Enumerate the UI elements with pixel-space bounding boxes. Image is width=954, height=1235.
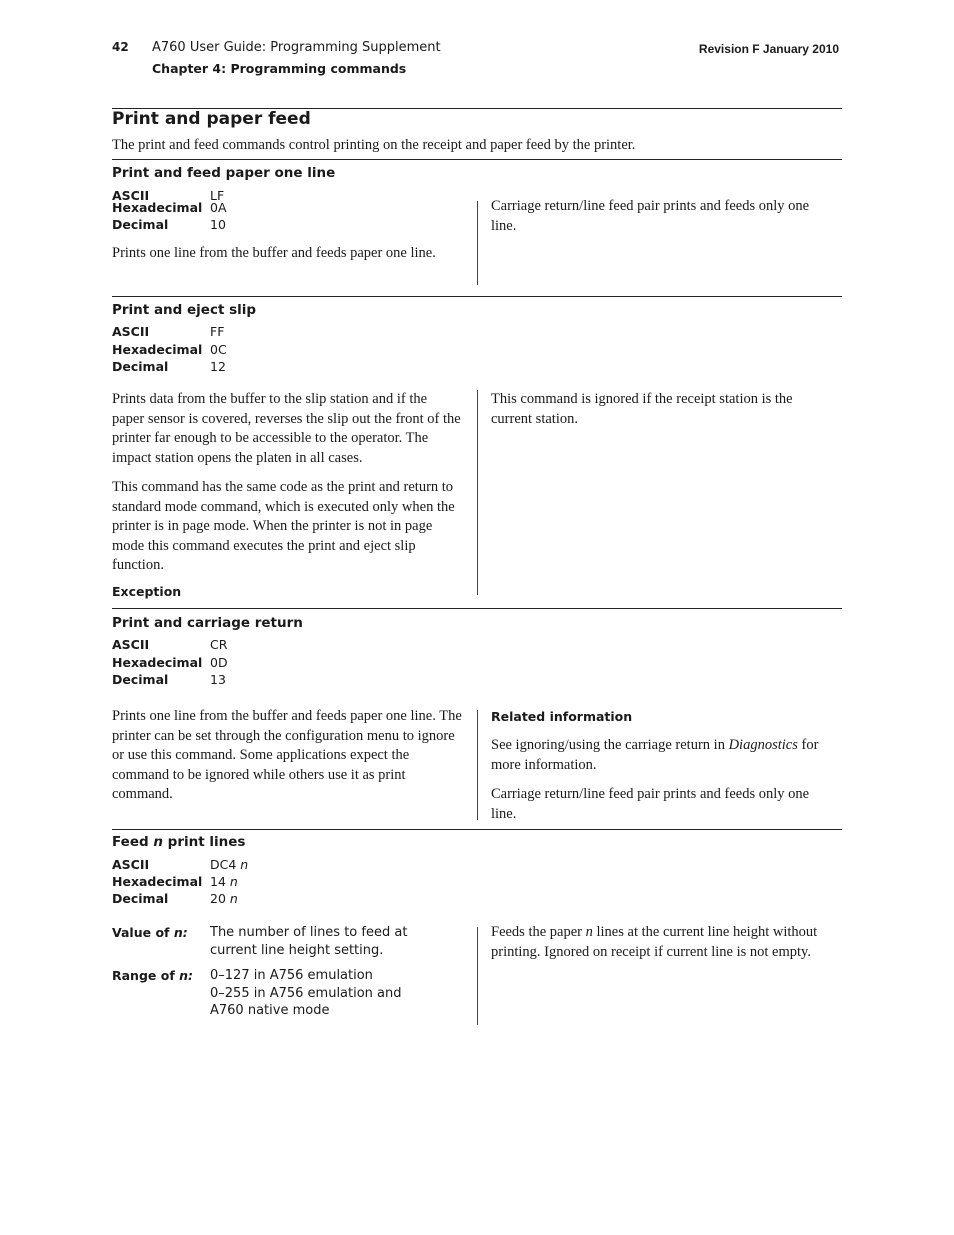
ascii-label: ASCII: [112, 637, 150, 652]
column-divider: [477, 710, 478, 820]
command-note: Carriage return/line feed pair prints and feeds only one line.: [491, 786, 810, 822]
command-title: Print and eject slip: [112, 302, 257, 318]
hex-label: Hexadecimal: [112, 655, 203, 670]
command-note: This command is ignored if the receipt station is the current station.: [491, 391, 793, 427]
decimal-label: Decimal: [112, 359, 169, 374]
exception-label: Exception: [112, 584, 182, 599]
command-note: Carriage return/line feed pair prints and feeds only one line.: [491, 198, 810, 234]
ascii-label: ASCII: [112, 188, 150, 203]
description-paragraph: Prints data from the buffer to the slip station and if the paper sensor is covered, reverses the slip out the front of the printer far enough to be accessible to the operator. The impact station opens the platen in all cases.: [112, 391, 461, 466]
description-paragraph: This command has the same code as the print and return to standard mode command, which is executed only when the printer is in page mode. When the printer is not in page mode this command executes the print and eject slip function.: [112, 479, 455, 573]
hex-value: 0C: [210, 342, 227, 357]
value-of-n-description: The number of lines to feed at current line height setting.: [210, 925, 408, 958]
hex-value: 14 n: [210, 874, 238, 889]
decimal-label: Decimal: [112, 891, 169, 906]
related-info-paragraph: See ignoring/using the carriage return in Diagnostics for more information.: [491, 737, 819, 773]
related-info-label: Related information: [491, 709, 633, 724]
range-line: A760 native mode: [210, 1003, 330, 1018]
chapter-title: Chapter 4: Programming commands: [152, 61, 407, 76]
ascii-value: CR: [210, 637, 228, 652]
decimal-label: Decimal: [112, 672, 169, 687]
ascii-value: DC4 n: [210, 857, 249, 872]
hex-value: 0D: [210, 655, 228, 670]
related-info-text: [491, 736, 836, 834]
revision-label: Revision F January 2010: [698, 42, 839, 56]
value-of-n-label: Value of n:: [112, 925, 188, 940]
hex-label: Hexadecimal: [112, 874, 203, 889]
column-divider: [477, 390, 478, 595]
decimal-value: 20 n: [210, 891, 238, 906]
column-divider: [477, 201, 478, 285]
command-title: Feed n print lines: [112, 834, 246, 850]
command-description: Prints one line from the buffer and feeds paper one line. The printer can be set through the configuration menu to ignore or use this command. Some applications expect the command to be ignored while others use it as print command.: [112, 708, 462, 802]
decimal-label: Decimal: [112, 217, 169, 232]
hex-label: Hexadecimal: [112, 342, 203, 357]
command-description: Prints one line from the buffer and feeds paper one line.: [112, 245, 436, 261]
decimal-value: 12: [210, 359, 226, 374]
section-title: Print and paper feed: [112, 109, 311, 129]
hex-label: Hexadecimal: [112, 200, 203, 215]
section-intro: The print and feed commands control printing on the receipt and paper feed by the printer.: [112, 137, 636, 153]
range-of-n-label: Range of n:: [112, 968, 194, 983]
command-separator: [112, 608, 842, 609]
ascii-value: FF: [210, 324, 225, 339]
page-number: 42: [112, 40, 129, 54]
ascii-value: LF: [210, 188, 225, 203]
hex-value: 0A: [210, 200, 227, 215]
section-bottom-rule: [112, 159, 842, 160]
command-separator: [112, 296, 842, 297]
diagnostics-reference: Diagnostics: [728, 737, 798, 753]
guide-title: A760 User Guide: Programming Supplement: [152, 40, 441, 55]
ascii-label: ASCII: [112, 324, 150, 339]
ascii-label: ASCII: [112, 857, 150, 872]
command-note: Feeds the paper n lines at the current line height without printing. Ignored on receipt if current line is not empty.: [491, 924, 818, 960]
column-divider: [477, 927, 478, 1025]
range-line: 0–127 in A756 emulation: [210, 968, 373, 983]
command-separator: [112, 829, 842, 830]
command-description: [112, 390, 462, 586]
decimal-value: 10: [210, 217, 226, 232]
decimal-value: 13: [210, 672, 226, 687]
range-of-n-description: [210, 967, 450, 1020]
command-title: Print and carriage return: [112, 615, 303, 631]
range-line: 0–255 in A756 emulation and: [210, 985, 402, 1001]
command-title: Print and feed paper one line: [112, 165, 336, 181]
